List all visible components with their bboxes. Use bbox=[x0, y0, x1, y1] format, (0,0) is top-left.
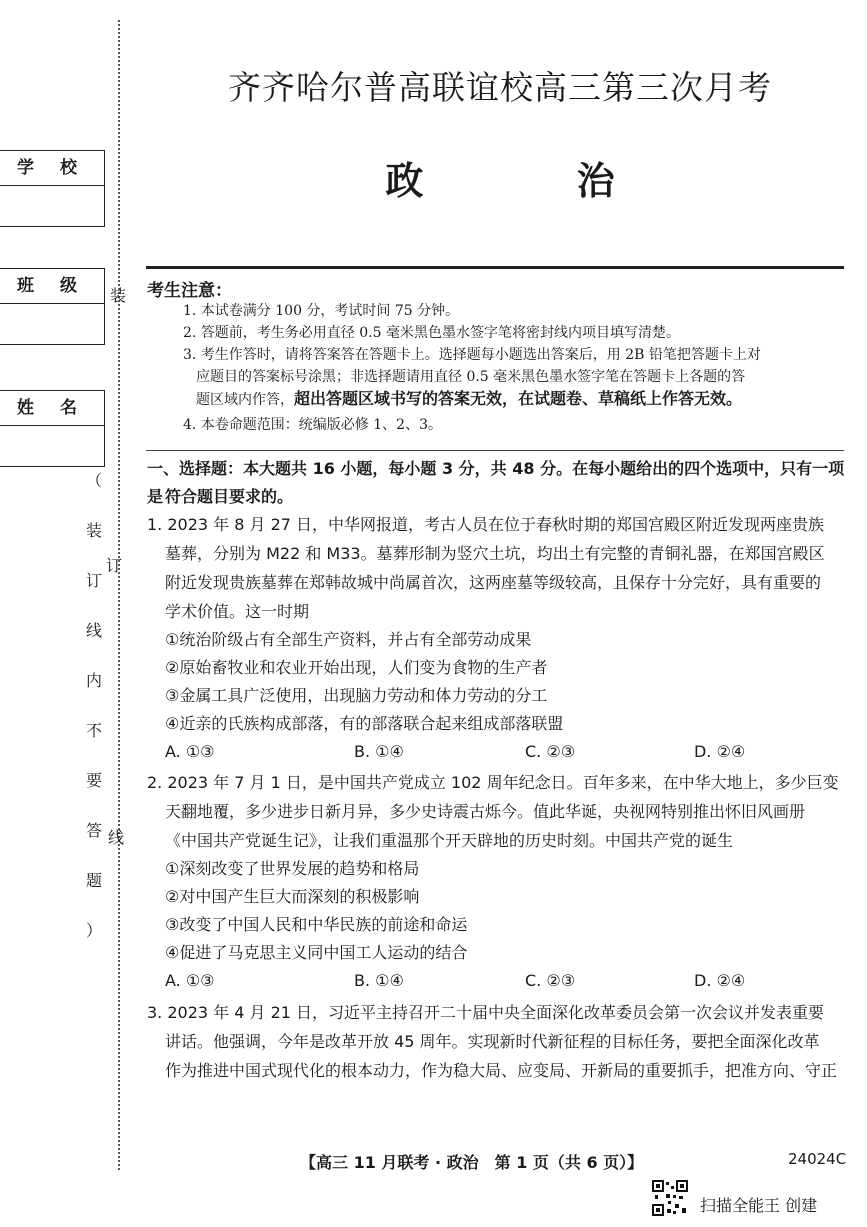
q2-option-a[interactable]: A. ①③ bbox=[165, 971, 215, 990]
notice-rule bbox=[146, 450, 844, 451]
q2-statement: ④促进了马克思主义同中国工人运动的结合 bbox=[165, 943, 468, 962]
section-heading-cont: 符合题目要求的。 bbox=[165, 487, 294, 506]
q2-option-b[interactable]: B. ①④ bbox=[354, 971, 404, 990]
seal-char-3: 线 bbox=[108, 828, 125, 847]
q1-stem-line: 墓葬，分别为 M22 和 M33。墓葬形制为竖穴土坑，均出土有完整的青铜礼器，在郑国宫殿区 bbox=[165, 544, 825, 563]
class-box bbox=[0, 268, 105, 345]
q1-option-a[interactable]: A. ①③ bbox=[165, 742, 215, 761]
q3-stem-line: 讲话。他强调，今年是改革开放 45 周年。实现新时代新征程的目标任务，要把全面深化改革 bbox=[165, 1032, 820, 1051]
binding-line bbox=[118, 20, 120, 1170]
name-field[interactable] bbox=[0, 426, 104, 466]
header-rule bbox=[146, 266, 844, 269]
q2-stem-line: 天翻地覆，多少进步日新月异，多少史诗震古烁今。值此华诞，央视网特别推出怀旧风画册 bbox=[165, 802, 806, 821]
page-footer: 【高三 11 月联考 · 政治 第 1 页（共 6 页）】 bbox=[300, 1153, 644, 1172]
name-label: 姓 名 bbox=[0, 391, 104, 426]
notice-item: 1. 本试卷满分 100 分，考试时间 75 分钟。 bbox=[183, 303, 460, 319]
qr-code-icon bbox=[652, 1180, 688, 1216]
notice-heading: 考生注意： bbox=[147, 281, 232, 301]
scanner-watermark: 扫描全能王 创建 bbox=[700, 1196, 818, 1215]
q3-stem-line: 作为推进中国式现代化的根本动力，作为稳大局、应变局、开新局的重要抓手，把准方向、守正 bbox=[165, 1061, 838, 1080]
notice-item: 3. 考生作答时，请将答案答在答题卡上。选择题每小题选出答案后，用 2B 铅笔把答题卡上对 bbox=[183, 347, 761, 363]
q1-statement: ③金属工具广泛使用，出现脑力劳动和体力劳动的分工 bbox=[165, 686, 548, 705]
q2-stem-line: 《中国共产党诞生记》，让我们重温那个开天辟地的历史时刻。中国共产党的诞生 bbox=[165, 831, 734, 850]
section-heading: 一、选择题：本大题共 16 小题，每小题 3 分，共 48 分。在每小题给出的四个选项中，只有一项是 bbox=[147, 459, 845, 506]
warning-char: 题 bbox=[85, 871, 102, 890]
warning-char: ） bbox=[85, 921, 102, 940]
q2-stem-line: 2. 2023 年 7 月 1 日，是中国共产党成立 102 周年纪念日。百年多来，在中华大地上，多少巨变 bbox=[147, 773, 839, 792]
name-box bbox=[0, 390, 105, 467]
notice-item: 2. 答题前，考生务必用直径 0.5 毫米黑色墨水签字笔将密封线内项目填写清楚。 bbox=[183, 325, 680, 341]
q1-stem-line: 学术价值。这一时期 bbox=[165, 602, 310, 621]
q1-statement: ④近亲的氏族构成部落，有的部落联合起来组成部落联盟 bbox=[165, 714, 564, 733]
q3-stem-line: 3. 2023 年 4 月 21 日，习近平主持召开二十届中央全面深化改革委员会第一次会议并发表重要 bbox=[147, 1003, 825, 1022]
warning-char: （ bbox=[85, 471, 102, 490]
subject-title: 政 治 bbox=[385, 159, 685, 203]
seal-char-1: 装 bbox=[110, 286, 127, 305]
notice-item-bold: 超出答题区域书写的答案无效，在试题卷、草稿纸上作答无效。 bbox=[294, 389, 743, 408]
q2-statement: ③改变了中国人民和中华民族的前途和命运 bbox=[165, 915, 468, 934]
warning-char: 答 bbox=[85, 821, 102, 840]
school-field[interactable] bbox=[0, 186, 104, 226]
notice-item-plain: 题区域内作答， bbox=[196, 392, 294, 408]
warning-char: 内 bbox=[85, 671, 102, 690]
q1-stem-line: 附近发现贵族墓葬在郑韩故城中尚属首次，这两座墓等级较高，且保存十分完好，具有重要的 bbox=[165, 573, 822, 592]
q2-statement: ②对中国产生巨大而深刻的积极影响 bbox=[165, 887, 420, 906]
q1-option-c[interactable]: C. ②③ bbox=[525, 742, 576, 761]
notice-item: 应题目的答案标号涂黑；非选择题请用直径 0.5 毫米黑色墨水签字笔在答题卡上各题的答 bbox=[196, 369, 746, 385]
notice-item: 4. 本卷命题范围：统编版必修 1、2、3。 bbox=[183, 417, 442, 433]
class-label: 班 级 bbox=[0, 269, 104, 304]
q1-option-b[interactable]: B. ①④ bbox=[354, 742, 404, 761]
class-field[interactable] bbox=[0, 304, 104, 344]
q1-option-d[interactable]: D. ②④ bbox=[694, 742, 746, 761]
school-box bbox=[0, 150, 105, 227]
q1-stem-line: 1. 2023 年 8 月 27 日，中华网报道，考古人员在位于春秋时期的郑国宫殿区附近发现两座贵族 bbox=[147, 515, 825, 534]
school-label: 学 校 bbox=[0, 151, 104, 186]
exam-code: 24024C bbox=[788, 1150, 847, 1168]
notice-item-start bbox=[196, 388, 856, 411]
q1-statement: ②原始畜牧业和农业开始出现，人们变为食物的生产者 bbox=[165, 658, 548, 677]
q2-option-d[interactable]: D. ②④ bbox=[694, 971, 746, 990]
warning-char: 不 bbox=[85, 721, 102, 740]
warning-char: 线 bbox=[85, 621, 102, 640]
seal-char-2: 订 bbox=[106, 556, 123, 575]
warning-char: 装 bbox=[85, 521, 102, 540]
exam-title: 齐齐哈尔普高联谊校高三第三次月考 bbox=[228, 68, 772, 107]
q1-statement: ①统治阶级占有全部生产资料，并占有全部劳动成果 bbox=[165, 630, 532, 649]
q2-statement: ①深刻改变了世界发展的趋势和格局 bbox=[165, 859, 420, 878]
warning-char: 订 bbox=[85, 571, 102, 590]
q2-option-c[interactable]: C. ②③ bbox=[525, 971, 576, 990]
warning-char: 要 bbox=[85, 771, 102, 790]
